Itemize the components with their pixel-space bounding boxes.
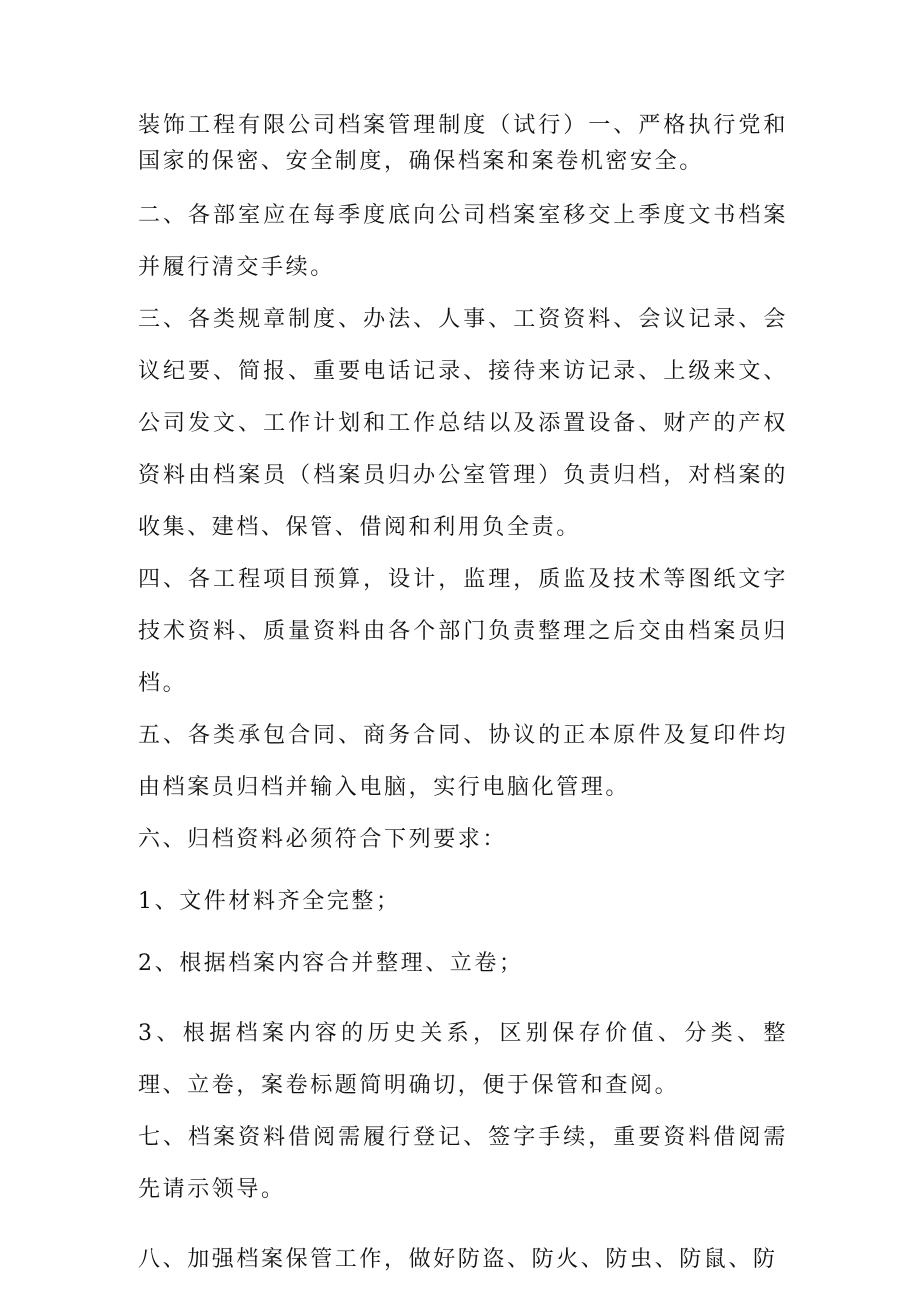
- paragraph-section-4: 四、各工程项目预算，设计，监理，质监及技术等图纸文字技术资料、质量资料由各个部门负责整理之后交由档案员归档。: [138, 567, 788, 696]
- paragraph-section-5: 五、各类承包合同、商务合同、协议的正本原件及复印件均由档案员归档并输入电脑，实行电脑化管理。: [138, 723, 788, 800]
- paragraph-section-7: 七、档案资料借阅需履行登记、签字手续，重要资料借阅需先请示领导。: [138, 1125, 788, 1202]
- paragraph-section-6: 六、归档资料必须符合下列要求：: [138, 827, 508, 852]
- paragraph-title-section-1: 装饰工程有限公司档案管理制度（试行）一、严格执行党和国家的保密、安全制度，确保档案和案卷机密安全。: [138, 113, 788, 174]
- list-item-1: 1、文件材料齐全完整；: [138, 889, 401, 914]
- paragraph-section-2: 二、各部室应在每季度底向公司档案室移交上季度文书档案并履行清交手续。: [138, 203, 788, 280]
- paragraph-section-8: 八、加强档案保管工作，做好防盗、防火、防虫、防鼠、防: [138, 1247, 778, 1272]
- document-body: [138, 108, 788, 1286]
- list-item-3: 3、根据档案内容的历史关系，区别保存价值、分类、整理、立卷，案卷标题简明确切，便于保管和查阅。: [138, 1021, 788, 1098]
- paragraph-section-3: 三、各类规章制度、办法、人事、工资资料、会议记录、会议纪要、简报、重要电话记录、接待来访记录、上级来文、公司发文、工作计划和工作总结以及添置设备、财产的产权资料由档案员（档案员归办公室管理）负责归档，对档案的收集、建档、保管、借阅和利用负全责。: [138, 307, 788, 540]
- list-item-2: 2、根据档案内容合并整理、立卷；: [138, 951, 524, 976]
